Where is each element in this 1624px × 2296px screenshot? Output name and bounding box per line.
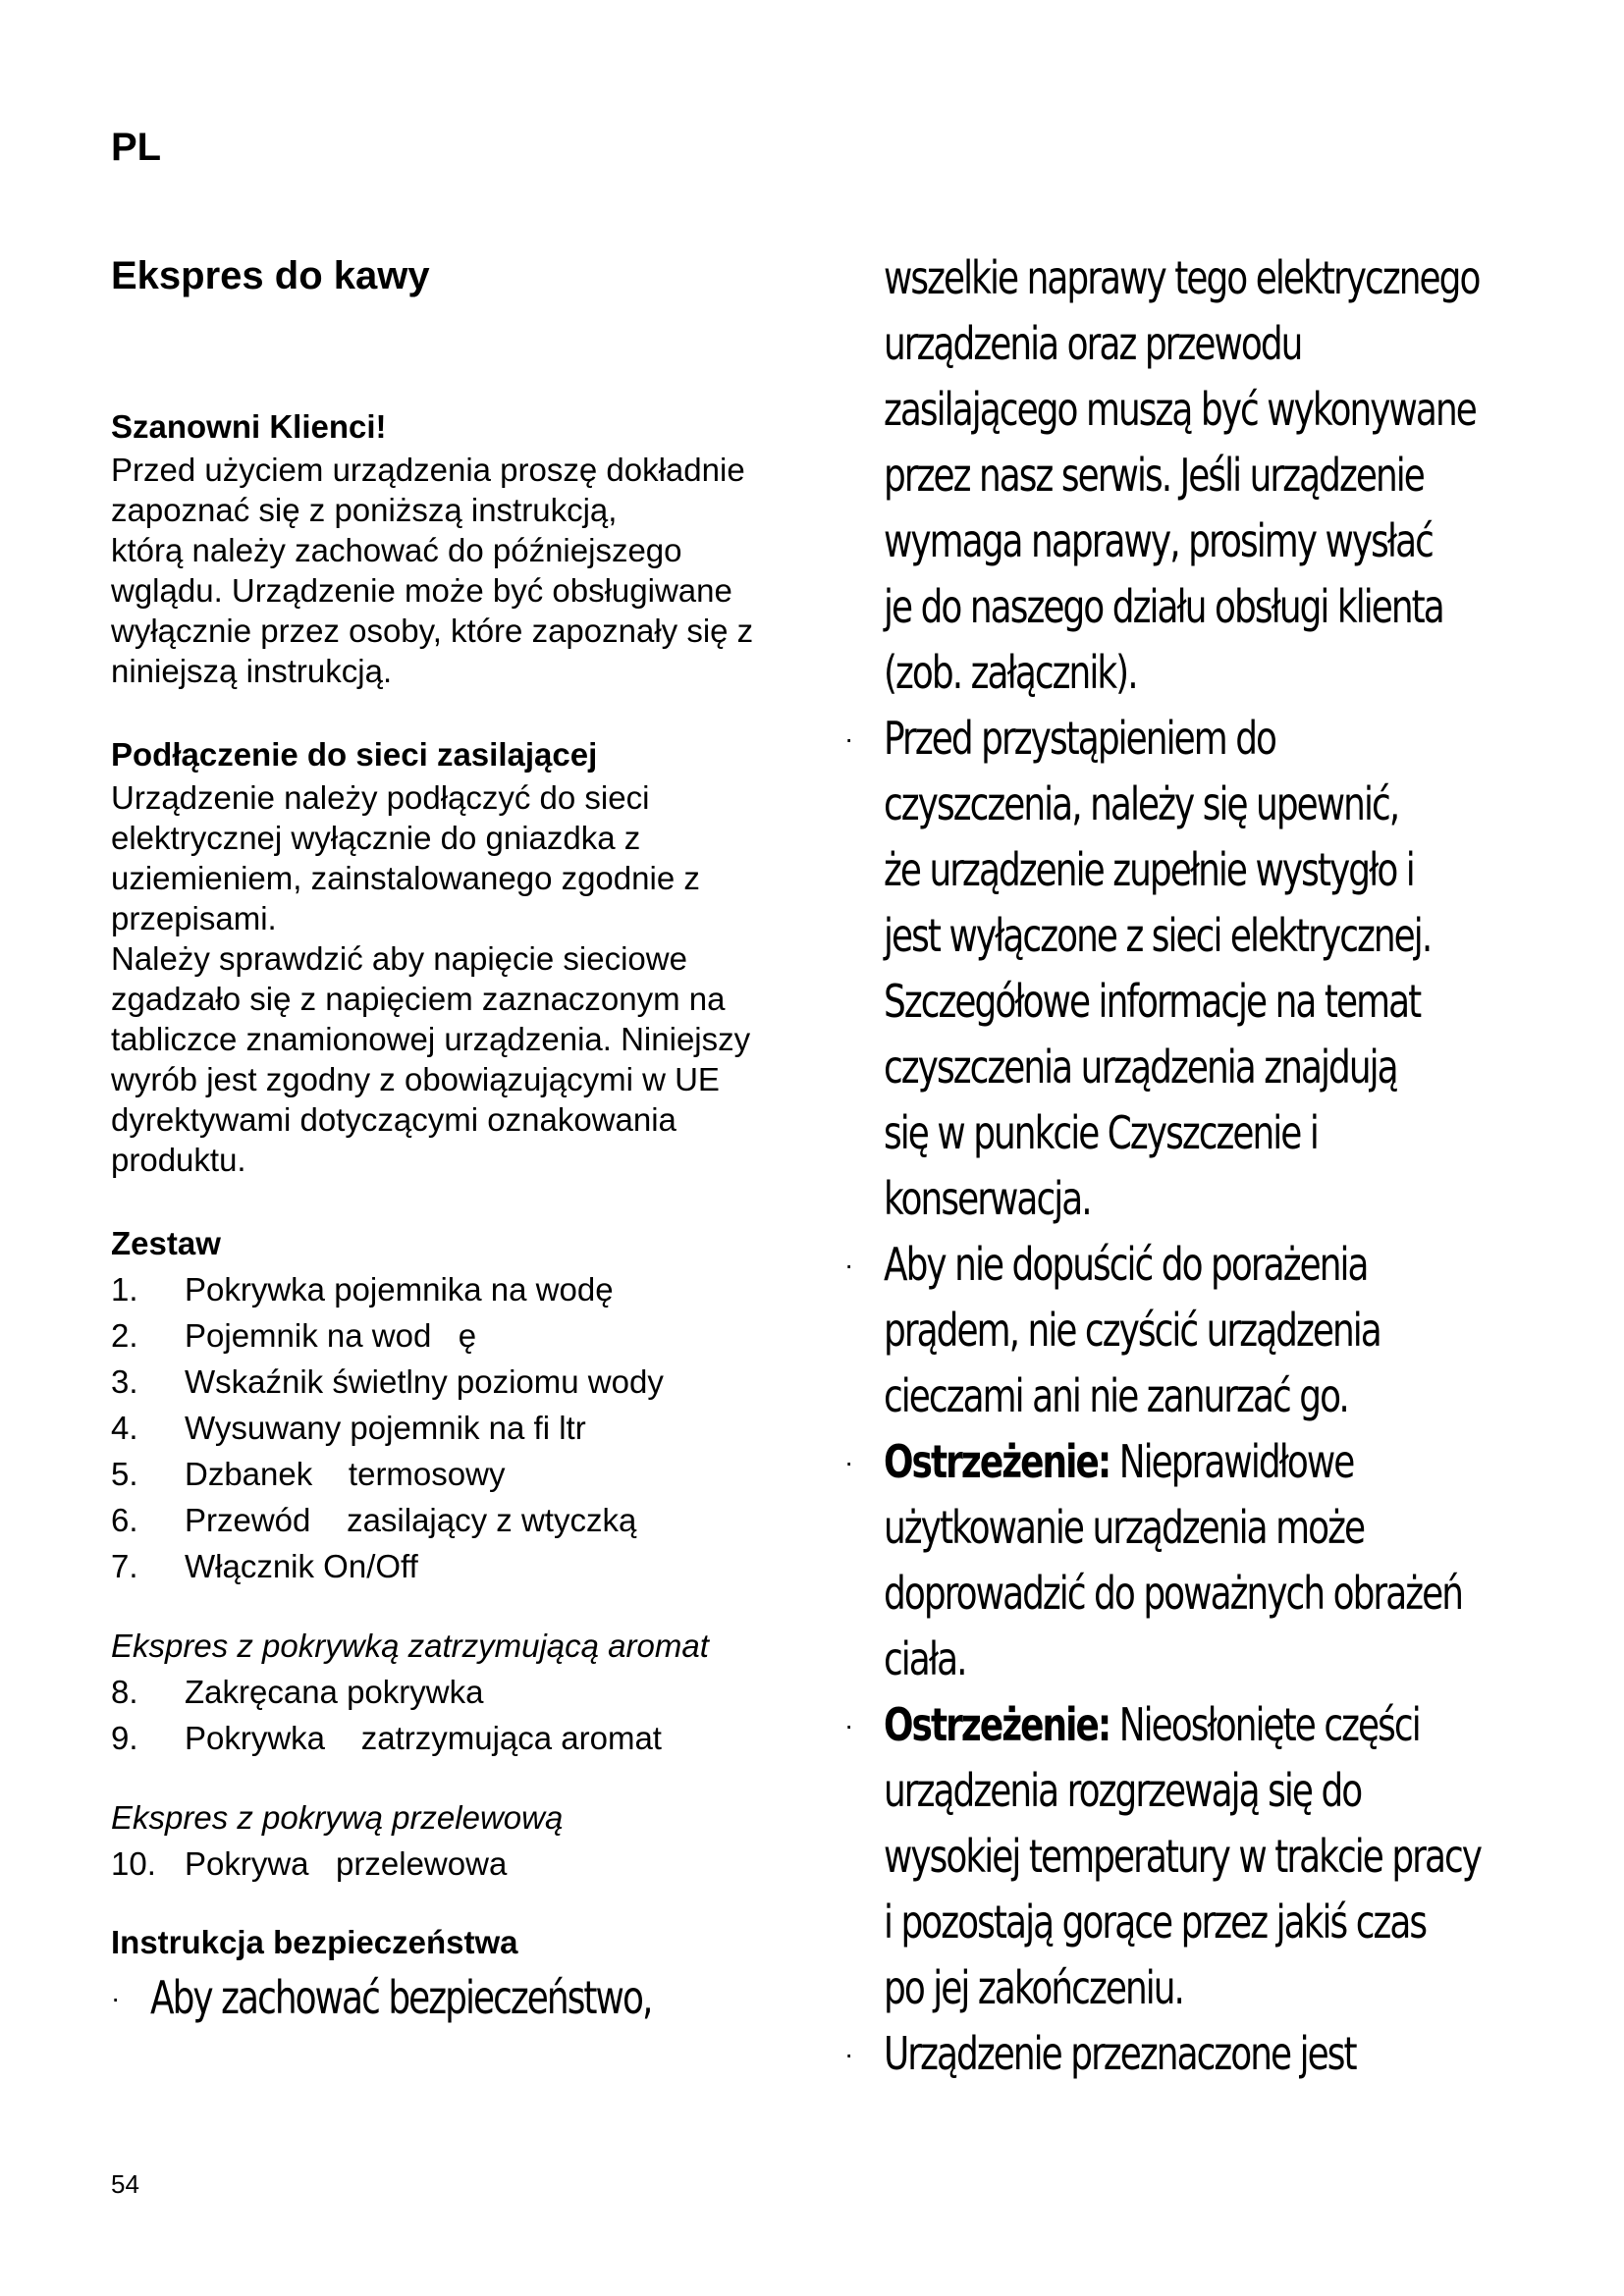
- list-item: [111, 1405, 828, 1451]
- bullet-line: urządzenia rozgrzewają się do: [884, 1764, 1362, 1817]
- list-item: [111, 1266, 828, 1312]
- list-item-number: 10.: [111, 1845, 156, 1882]
- power-line: zgadzało się z napięciem zaznaczonym na: [111, 981, 726, 1017]
- list-item-number: 3.: [111, 1363, 138, 1400]
- bullet-line: i pozostają gorące przez jakiś czas: [884, 1896, 1427, 1949]
- bullet-line: doprowadzić do poważnych obrażeń: [884, 1567, 1463, 1620]
- intro-line: Przed użyciem urządzenia proszę dokładnie: [111, 452, 745, 488]
- list-item-number: 4.: [111, 1410, 138, 1446]
- intro-text: [111, 450, 828, 691]
- warning-label: Ostrzeżenie:: [884, 1698, 1110, 1751]
- power-line: uziemieniem, zainstalowanego zgodnie z: [111, 860, 700, 896]
- greeting-heading: Szanowni Klienci!: [111, 408, 387, 445]
- warning-label: Ostrzeżenie:: [884, 1435, 1110, 1488]
- list-item-number: 1.: [111, 1271, 138, 1308]
- list-item-number: 2.: [111, 1317, 138, 1354]
- overflow-heading: Ekspres z pokrywą przelewową: [111, 1799, 564, 1836]
- list-item: [111, 1451, 828, 1497]
- bullet-line: ciała.: [884, 1632, 966, 1685]
- continued-text: [844, 245, 1571, 706]
- power-line: elektrycznej wyłącznie do gniazdka z: [111, 820, 641, 856]
- bullet-line: czyszczenia urządzenia znajdują: [884, 1041, 1397, 1094]
- list-item-number: 8.: [111, 1674, 138, 1710]
- list-item: [111, 1669, 828, 1715]
- list-item-text: Wysuwany pojemnik na fi ltr: [185, 1410, 586, 1446]
- aroma-list: [111, 1669, 828, 1761]
- power-line: tabliczce znamionowej urządzenia. Niniejszy: [111, 1021, 751, 1057]
- bullet-line: cieczami ani nie zanurzać go.: [884, 1369, 1348, 1422]
- list-item-number: 9.: [111, 1720, 138, 1756]
- page-number: 54: [111, 2169, 139, 2199]
- list-item-number: 5.: [111, 1456, 138, 1492]
- list-item-text: Zakręcana pokrywka: [185, 1674, 484, 1710]
- safety-bullet: [844, 1232, 1571, 1429]
- list-item: [111, 1841, 828, 1887]
- page-title: Ekspres do kawy: [111, 254, 430, 297]
- set-list: [111, 1266, 828, 1589]
- continued-line: je do naszego działu obsługi klienta: [884, 580, 1443, 633]
- power-text: [111, 777, 828, 1180]
- bullet-line: jest wyłączone z sieci elektrycznej.: [884, 909, 1432, 962]
- list-item-number: 6.: [111, 1502, 138, 1538]
- bullet-line: prądem, nie czyścić urządzenia: [884, 1304, 1380, 1357]
- aroma-heading: Ekspres z pokrywką zatrzymującą aromat: [111, 1628, 709, 1664]
- bullet-line: Aby nie dopuścić do porażenia: [884, 1238, 1368, 1291]
- list-item: [111, 1359, 828, 1405]
- bullet-line: że urządzenie zupełnie wystygło i: [884, 843, 1414, 896]
- continued-line: (zob. załącznik).: [884, 646, 1137, 699]
- bullet-icon: ·: [844, 1250, 854, 1280]
- left-column: [111, 250, 828, 2031]
- safety-bullet: [844, 2021, 1571, 2087]
- list-item: [111, 1543, 828, 1589]
- bullet-icon: ·: [111, 1983, 121, 2013]
- list-item: [111, 1312, 828, 1359]
- bullet-line: Szczegółowe informacje na temat: [884, 975, 1421, 1028]
- list-item: [111, 1715, 828, 1761]
- continued-line: przez nasz serwis. Jeśli urządzenie: [884, 449, 1424, 502]
- list-item-text: Włącznik On/Off: [185, 1548, 418, 1584]
- set-heading: Zestaw: [111, 1225, 221, 1261]
- language-code: PL: [111, 126, 162, 169]
- bullet-line: się w punkcie Czyszczenie i: [884, 1106, 1318, 1159]
- continued-line: wszelkie naprawy tego elektrycznego: [884, 251, 1480, 304]
- safety-bullet: [844, 1692, 1571, 2021]
- safety-bullets: [844, 706, 1571, 2087]
- safety-bullet: [844, 706, 1571, 1232]
- intro-line: zapoznać się z poniższą instrukcją,: [111, 492, 618, 528]
- safety-bullet: [844, 1429, 1571, 1692]
- power-heading: Podłączenie do sieci zasilającej: [111, 736, 598, 773]
- power-line: przepisami.: [111, 900, 277, 936]
- list-item-text: Pokrywa przelewowa: [185, 1845, 508, 1882]
- continued-line: urządzenia oraz przewodu: [884, 317, 1302, 370]
- list-item-text: Wskaźnik świetlny poziomu wody: [185, 1363, 664, 1400]
- bullet-line: Urządzenie przeznaczone jest: [884, 2027, 1356, 2080]
- safety-first-text: Aby zachować bezpieczeństwo,: [150, 1971, 652, 2024]
- power-line: wyrób jest zgodny z obowiązującymi w UE: [111, 1061, 720, 1097]
- bullet-line: po jej zakończeniu.: [884, 1961, 1184, 2014]
- bullet-line: użytkowanie urządzenia może: [884, 1501, 1365, 1554]
- power-line: produktu.: [111, 1142, 246, 1178]
- continued-line: wymaga naprawy, prosimy wysłać: [884, 514, 1433, 567]
- bullet-icon: ·: [844, 1447, 854, 1477]
- list-item: [111, 1497, 828, 1543]
- bullet-icon: ·: [844, 1710, 854, 1740]
- power-line: Urządzenie należy podłączyć do sieci: [111, 779, 650, 816]
- list-item-text: Pokrywka pojemnika na wodę: [185, 1271, 614, 1308]
- bullet-icon: ·: [844, 723, 854, 754]
- list-item-text: Pojemnik na wod ę: [185, 1317, 477, 1354]
- list-item-number: 7.: [111, 1548, 138, 1584]
- intro-line: którą należy zachować do późniejszego: [111, 532, 682, 568]
- list-item-text: Dzbanek termosowy: [185, 1456, 506, 1492]
- intro-line: wyłącznie przez osoby, które zapoznały się z: [111, 613, 754, 649]
- overflow-list: [111, 1841, 828, 1887]
- bullet-line: konserwacja.: [884, 1172, 1091, 1225]
- continued-line: zasilającego muszą być wykonywane: [884, 383, 1476, 436]
- intro-line: wglądu. Urządzenie może być obsługiwane: [111, 572, 732, 609]
- bullet-line: Ostrzeżenie: Nieprawidłowe: [884, 1435, 1354, 1488]
- safety-heading: Instrukcja bezpieczeństwa: [111, 1924, 518, 1960]
- power-line: Należy sprawdzić aby napięcie sieciowe: [111, 940, 687, 977]
- right-column: [844, 245, 1571, 2087]
- bullet-icon: ·: [844, 2039, 854, 2069]
- intro-line: niniejszą instrukcją.: [111, 653, 393, 689]
- bullet-line: Ostrzeżenie: Nieosłonięte części: [884, 1698, 1420, 1751]
- bullet-line: wysokiej temperatury w trakcie pracy: [884, 1830, 1482, 1883]
- list-item-text: Pokrywka zatrzymująca aromat: [185, 1720, 662, 1756]
- power-line: dyrektywami dotyczącymi oznakowania: [111, 1101, 677, 1138]
- safety-bullet-first: [111, 1965, 828, 2031]
- bullet-line: Przed przystąpieniem do: [884, 712, 1276, 765]
- list-item-text: Przewód zasilający z wtyczką: [185, 1502, 637, 1538]
- bullet-line: czyszczenia, należy się upewnić,: [884, 777, 1399, 830]
